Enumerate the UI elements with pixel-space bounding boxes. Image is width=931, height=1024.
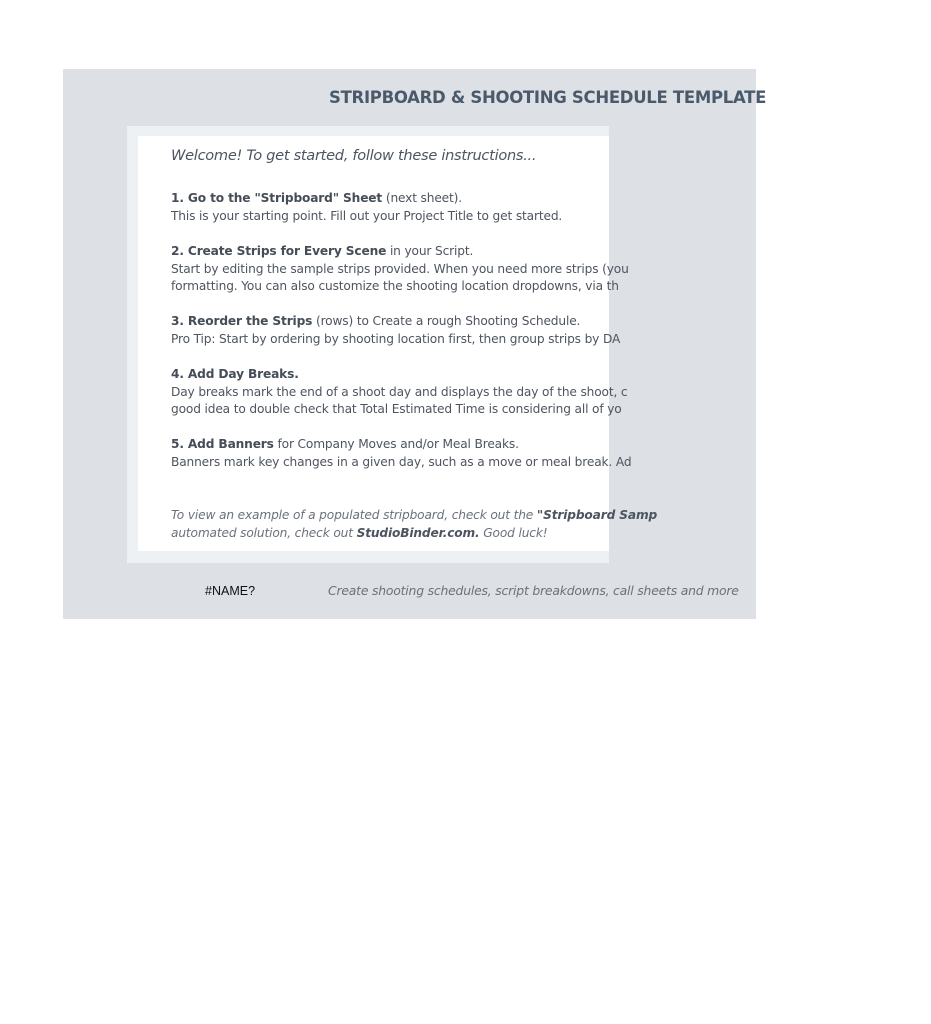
step-2-title-rest: in your Script.	[386, 244, 474, 258]
step-3-title: 3. Reorder the Strips	[171, 314, 313, 328]
step-3-title-rest: (rows) to Create a rough Shooting Schedule.	[312, 314, 581, 328]
step-1-line-1: This is your starting point. Fill out your Project Title to get started.	[171, 208, 563, 223]
step-5	[171, 436, 631, 471]
step-1-title-rest: (next sheet).	[382, 191, 462, 205]
spreadsheet-sheet	[63, 69, 767, 619]
footer-note	[171, 507, 657, 542]
step-2-title: 2. Create Strips for Every Scene	[171, 244, 387, 258]
step-5-line-1: Banners mark key changes in a given day, such as a move or meal break. Ad	[171, 454, 632, 469]
sheet-title: STRIPBOARD & SHOOTING SCHEDULE TEMPLATE	[329, 88, 767, 107]
stripboard-sample-link[interactable]: "Stripboard Samp	[536, 508, 658, 522]
welcome-heading: Welcome! To get started, follow these instructions...	[171, 147, 537, 164]
instructions-card	[138, 136, 658, 551]
step-3	[171, 313, 620, 348]
footer-line-1-text: To view an example of a populated stripboard, check out the	[171, 508, 537, 522]
step-5-title-rest: for Company Moves and/or Meal Breaks.	[273, 437, 519, 451]
promo-tagline: Create shooting schedules, script breakdowns, call sheets and more	[328, 583, 739, 598]
instructions-frame	[127, 126, 658, 563]
studiobinder-link[interactable]: StudioBinder.com.	[356, 525, 480, 540]
step-1-title: 1. Go to the "Stripboard" Sheet	[171, 191, 383, 205]
step-3-line-1: Pro Tip: Start by ordering by shooting location first, then group strips by DA	[171, 331, 621, 346]
step-5-title: 5. Add Banners	[171, 437, 274, 451]
footer-line-2-end: Good luck!	[479, 525, 548, 540]
name-error-cell[interactable]: #NAME?	[205, 584, 256, 598]
step-2-line-2: formatting. You can also customize the shooting location dropdowns, via th	[171, 279, 619, 293]
step-4	[171, 366, 627, 419]
footer-line-2-text: automated solution, check out	[171, 525, 357, 540]
step-2-line-1: Start by editing the sample strips provided. When you need more strips (you	[171, 261, 629, 276]
step-4-line-2: good idea to double check that Total Estimated Time is considering all of yo	[171, 402, 622, 416]
step-4-title: 4. Add Day Breaks.	[171, 367, 299, 381]
step-4-line-1: Day breaks mark the end of a shoot day and displays the day of the shoot, c	[171, 384, 628, 399]
step-2	[171, 243, 629, 296]
step-1	[171, 190, 562, 225]
